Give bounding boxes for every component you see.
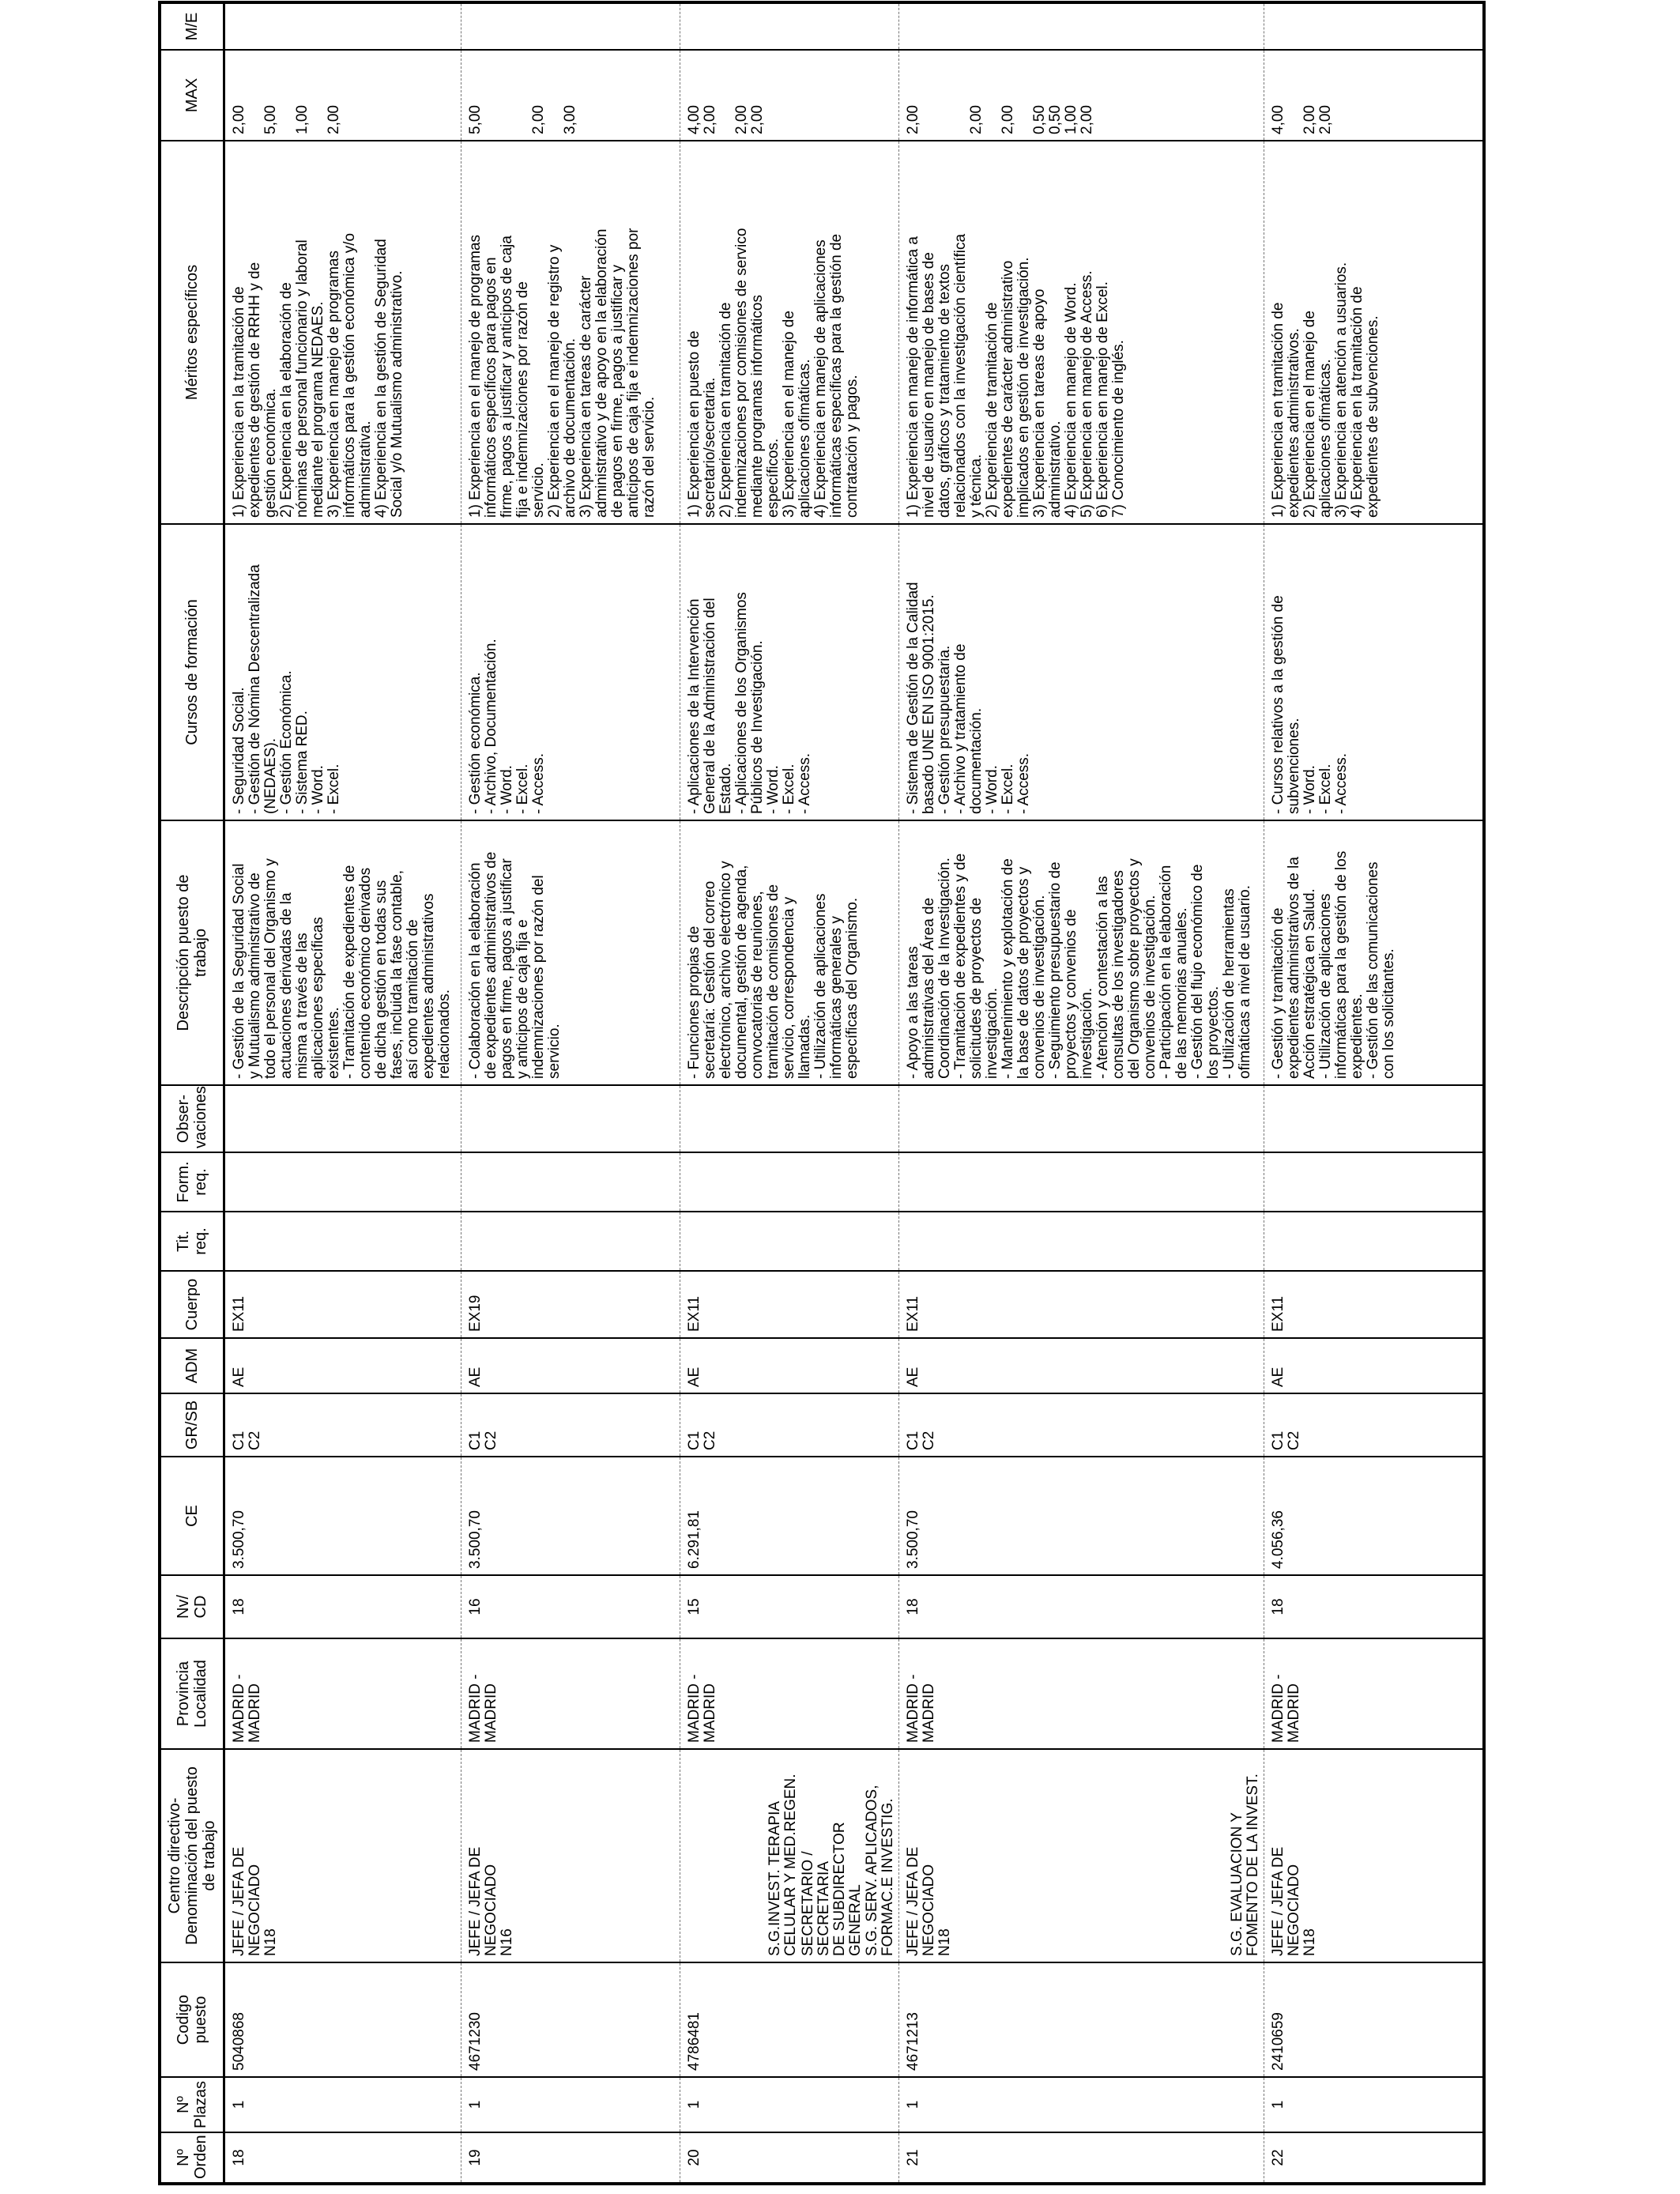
cell-codigo: 2410659 xyxy=(1264,1962,1484,2077)
cell-unidad: S.G. EVALUACION Y FOMENTO DE LA INVEST. xyxy=(1228,1774,1261,1956)
cell-puesto: JEFE / JEFA DE NEGOCIADO N18 xyxy=(905,1846,954,1956)
cell-cuerpo: EX11 xyxy=(1264,1271,1484,1338)
header-titulacion: Tit. req. xyxy=(160,1212,224,1271)
cell-plazas: 1 xyxy=(461,2077,680,2132)
header-grupo: GR/SB xyxy=(160,1393,224,1457)
cell-observaciones xyxy=(224,1085,461,1152)
header-plazas: Nº Plazas xyxy=(160,2077,224,2132)
cell-meritos: 1) Experiencia en puesto de secretario/secretaria. 2) Experiencia en tramitación de indemnizaciones por comisiones de servico mediante programas informáticos específicos. 3) Experiencia en el manejo de aplicaciones ofimáticas. 4) Experiencia en manejo de aplicaciones informáticas específicas para la gestión de contratación y pagos. xyxy=(680,141,899,524)
cell-meritos: 1) Experiencia en el manejo de programas informáticos específicos para pagos en firme, pagos a justificar y anticipos de caja fija e indemnizaciones por razón de servicio. 2) Experiencia en el manejo de registro y archivo de documentación. 3) Experiencia en tareas de carácter administrativo y de apoyo en la elaboración de pagos en firme, pagos a justificar y anticipos de caja fija e indemnizaciones por razón del servicio. xyxy=(461,141,680,524)
table-row xyxy=(224,2,461,2184)
cell-meritos: 1) Experiencia en manejo de informática a nivel de usuario en manejo de bases de datos, gráficos y tratamiento de textos relacionados con la investigación científica y técnica. 2) Experiencia de tramitación de expedientes de carácter administrativo implicados en gestión de investigación. 3) Experiencia en tareas de apoyo administrativo. 4) Experiencia en manejo de Word. 5) Experiencia en manejo de Access. 6) Experiencia en manejo de Excel. 7) Conocimiento de inglés. xyxy=(899,141,1264,524)
cell-formacion xyxy=(899,1152,1264,1212)
cell-unidad: S.G. SERV. APLICADOS, FORMAC.E INVESTIG. xyxy=(864,1785,897,1956)
cell-titulacion xyxy=(461,1212,680,1271)
cell-cuerpo: EX11 xyxy=(899,1271,1264,1338)
cell-plazas: 1 xyxy=(680,2077,899,2132)
cell-cursos: - Cursos relativos a la gestión de subvenciones. - Word. - Excel. - Access. xyxy=(1264,524,1484,820)
cell-descripcion: - Colaboración en la elaboración de expedientes administrativos de pagos en firme, pagos a justificar y anticipos de caja fija e indemnizaciones por razón del servicio. xyxy=(461,820,680,1085)
table-header xyxy=(160,2,224,2184)
cell-descripcion: - Apoyo a las tareas administrativas del Área de Coordinación de la Investigación. - Tramitación de expedientes y de solicitudes de proyectos de investigación. - Mantenimiento y explotación de la base de datos de proyectos y convenios de investigación. - Seguimiento presupuestario de proyectos y convenios de investigación. - Atención y contestación a las consultas de los investigadores del Organismo sobre proyectos y convenios de investigación. - Participación en la elaboración de las memorias anuales. - Gestión del flujo económico de los proyectos. - Utilización de herramientas ofimáticas a nivel de usuario. xyxy=(899,820,1264,1085)
cell-centro xyxy=(461,1749,680,1962)
cell-orden: 21 xyxy=(899,2132,1264,2184)
cell-nivel: 18 xyxy=(1264,1575,1484,1638)
cell-codigo: 5040868 xyxy=(224,1962,461,2077)
job-positions-table xyxy=(158,1,1486,2185)
cell-ce: 6.291,81 xyxy=(680,1457,899,1575)
cell-meritos: 1) Experiencia en tramitación de expedientes administrativos. 2) Experiencia en el manejo de aplicaciones ofimáticas. 3) Experiencia en atención a usuarios. 4) Experiencia en la tramitación de expedientes de subvenciones. xyxy=(1264,141,1484,524)
cell-centro xyxy=(864,1749,1264,1962)
cell-me xyxy=(224,2,461,50)
cell-nivel: 16 xyxy=(461,1575,680,1638)
table-row xyxy=(461,2,680,2184)
cell-ce: 3.500,70 xyxy=(461,1457,680,1575)
cell-provincia: MADRID - MADRID xyxy=(224,1638,461,1749)
header-cursos: Cursos de formación xyxy=(160,524,224,820)
cell-me xyxy=(461,2,680,50)
cell-titulacion xyxy=(680,1212,899,1271)
cell-titulacion xyxy=(1264,1212,1484,1271)
cell-cursos: - Seguridad Social. - Gestión de Nómina Descentralizada (NEDAES). - Gestión Económica. - Sistema RED. - Word. - Excel. xyxy=(224,524,461,820)
cell-observaciones xyxy=(899,1085,1264,1152)
cell-provincia: MADRID - MADRID xyxy=(680,1638,899,1749)
cell-cuerpo: EX19 xyxy=(461,1271,680,1338)
cell-observaciones xyxy=(461,1085,680,1152)
cell-ce: 3.500,70 xyxy=(899,1457,1264,1575)
cell-cursos: - Sistema de Gestión de la Calidad basado UNE EN ISO 9001:2015. - Gestión presupuestaria. - Archivo y tratamiento de documentación. - Word. - Excel. - Access. xyxy=(899,524,1264,820)
cell-meritos: 1) Experiencia en la tramitación de expedientes de gestión de RRHH y de gestión económica. 2) Experiencia en la elaboración de nóminas de personal funcionario y laboral mediante el programa NEDAES. 3) Experiencia en manejo de programas informáticos para la gestión económica y/o administrativa. 4) Experiencia en la gestión de Seguridad Social y/o Mutualismo administrativo. xyxy=(224,141,461,524)
cell-me xyxy=(899,2,1264,50)
cell-cursos: - Gestión económica. - Archivo, Documentación. - Word. - Excel. - Access. xyxy=(461,524,680,820)
cell-puesto: SECRETARIO / SECRETARIA DE SUBDIRECTOR GENERAL xyxy=(800,1822,864,1956)
cell-adm: AE xyxy=(1264,1338,1484,1393)
cell-formacion xyxy=(224,1152,461,1212)
cell-orden: 19 xyxy=(461,2132,680,2184)
header-nivel: Nv/ CD xyxy=(160,1575,224,1638)
cell-max: 2,00 2,00 2,00 0,50 0,50 1,00 2,00 xyxy=(899,50,1264,141)
cell-me xyxy=(680,2,899,50)
cell-nivel: 18 xyxy=(224,1575,461,1638)
cell-descripcion: - Gestión y tramitación de expedientes administrativos de la Acción estratégica en Salud. - Utilización de aplicaciones informáticas para la gestión de los expedientes. - Gestión de las comunicaciones con los solicitantes. xyxy=(1264,820,1484,1085)
cell-adm: AE xyxy=(899,1338,1264,1393)
header-observaciones: Obser- vaciones xyxy=(160,1085,224,1152)
table-row xyxy=(1264,2,1484,2184)
header-orden: Nº Orden xyxy=(160,2132,224,2184)
cell-codigo: 4671230 xyxy=(461,1962,680,2077)
cell-adm: AE xyxy=(680,1338,899,1393)
cell-grupo: C1 C2 xyxy=(1264,1393,1484,1457)
cell-codigo: 4786481 xyxy=(680,1962,899,2077)
cell-cuerpo: EX11 xyxy=(680,1271,899,1338)
cell-grupo: C1 C2 xyxy=(899,1393,1264,1457)
cell-orden: 20 xyxy=(680,2132,899,2184)
header-max: MAX xyxy=(160,50,224,141)
cell-orden: 18 xyxy=(224,2132,461,2184)
cell-formacion xyxy=(461,1152,680,1212)
cell-descripcion: - Gestión de la Seguridad Social y Mutualismo administrativo de todo el personal del Organismo y actuaciones derivadas de la misma a través de las aplicaciones específicas existentes. - Tramitación de expedientes de contenido económico derivados de dicha gestión en todas sus fases, incluida la fase contable, así como tramitación de expedientes administrativos relacionados. xyxy=(224,820,461,1085)
cell-grupo: C1 C2 xyxy=(224,1393,461,1457)
cell-puesto: JEFE / JEFA DE NEGOCIADO N16 xyxy=(467,1846,516,1956)
cell-provincia: MADRID - MADRID xyxy=(899,1638,1264,1749)
header-cuerpo: Cuerpo xyxy=(160,1271,224,1338)
cell-grupo: C1 C2 xyxy=(680,1393,899,1457)
table-body xyxy=(224,2,1485,2184)
cell-provincia: MADRID - MADRID xyxy=(1264,1638,1484,1749)
cell-orden: 22 xyxy=(1264,2132,1484,2184)
header-meritos: Méritos específicos xyxy=(160,141,224,524)
table-row xyxy=(899,2,1264,2184)
cell-grupo: C1 C2 xyxy=(461,1393,680,1457)
cell-puesto: JEFE / JEFA DE NEGOCIADO N18 xyxy=(1269,1846,1318,1956)
cell-max: 5,00 2,00 3,00 xyxy=(461,50,680,141)
cell-formacion xyxy=(680,1152,899,1212)
cell-provincia: MADRID - MADRID xyxy=(461,1638,680,1749)
cell-titulacion xyxy=(224,1212,461,1271)
header-provincia: Provincia Localidad xyxy=(160,1638,224,1749)
cell-max: 4,00 2,00 2,00 2,00 xyxy=(680,50,899,141)
header-formacion: Form. req. xyxy=(160,1152,224,1212)
cell-titulacion xyxy=(899,1212,1264,1271)
cell-adm: AE xyxy=(461,1338,680,1393)
cell-centro xyxy=(1228,1749,1484,1962)
cell-max: 4,00 2,00 2,00 xyxy=(1264,50,1484,141)
cell-plazas: 1 xyxy=(224,2077,461,2132)
header-codigo: Codigo puesto xyxy=(160,1962,224,2077)
cell-nivel: 18 xyxy=(899,1575,1264,1638)
header-centro: Centro directivo- Denominación del puesto de trabajo xyxy=(160,1749,224,1962)
cell-cursos: - Aplicaciones de la Intervención General de la Administración del Estado. - Aplicaciones de los Organismos Públicos de Investigación. - Word. - Excel. - Access. xyxy=(680,524,899,820)
cell-plazas: 1 xyxy=(1264,2077,1484,2132)
rotated-page xyxy=(158,12,1486,2185)
cell-descripcion: - Funciones propias de secretaría: Gestión del correo electrónico, archivo electrónico y documental, gestión de agenda, convocatorias de reuniones, tramitación de comisiones de servicio, correspondencia y llamadas. - Utilización de aplicaciones informáticas generales y específicas del Organismo. xyxy=(680,820,899,1085)
cell-adm: AE xyxy=(224,1338,461,1393)
cell-puesto: JEFE / JEFA DE NEGOCIADO N18 xyxy=(231,1846,279,1956)
cell-observaciones xyxy=(680,1085,899,1152)
cell-codigo: 4671213 xyxy=(899,1962,1264,2077)
header-me: M/E xyxy=(160,2,224,50)
header-ce: CE xyxy=(160,1457,224,1575)
header-adm: ADM xyxy=(160,1338,224,1393)
cell-nivel: 15 xyxy=(680,1575,899,1638)
cell-me xyxy=(1264,2,1484,50)
cell-max: 2,00 5,00 1,00 2,00 xyxy=(224,50,461,141)
cell-ce: 4.056,36 xyxy=(1264,1457,1484,1575)
cell-plazas: 1 xyxy=(899,2077,1264,2132)
header-descripcion: Descripción puesto de trabajo xyxy=(160,820,224,1085)
cell-formacion xyxy=(1264,1152,1484,1212)
cell-centro xyxy=(224,1749,461,1962)
cell-cuerpo: EX11 xyxy=(224,1271,461,1338)
cell-ce: 3.500,70 xyxy=(224,1457,461,1575)
cell-observaciones xyxy=(1264,1085,1484,1152)
cell-unidad: S.G.INVEST. TERAPIA CELULAR Y MED.REGEN. xyxy=(767,1774,800,1956)
